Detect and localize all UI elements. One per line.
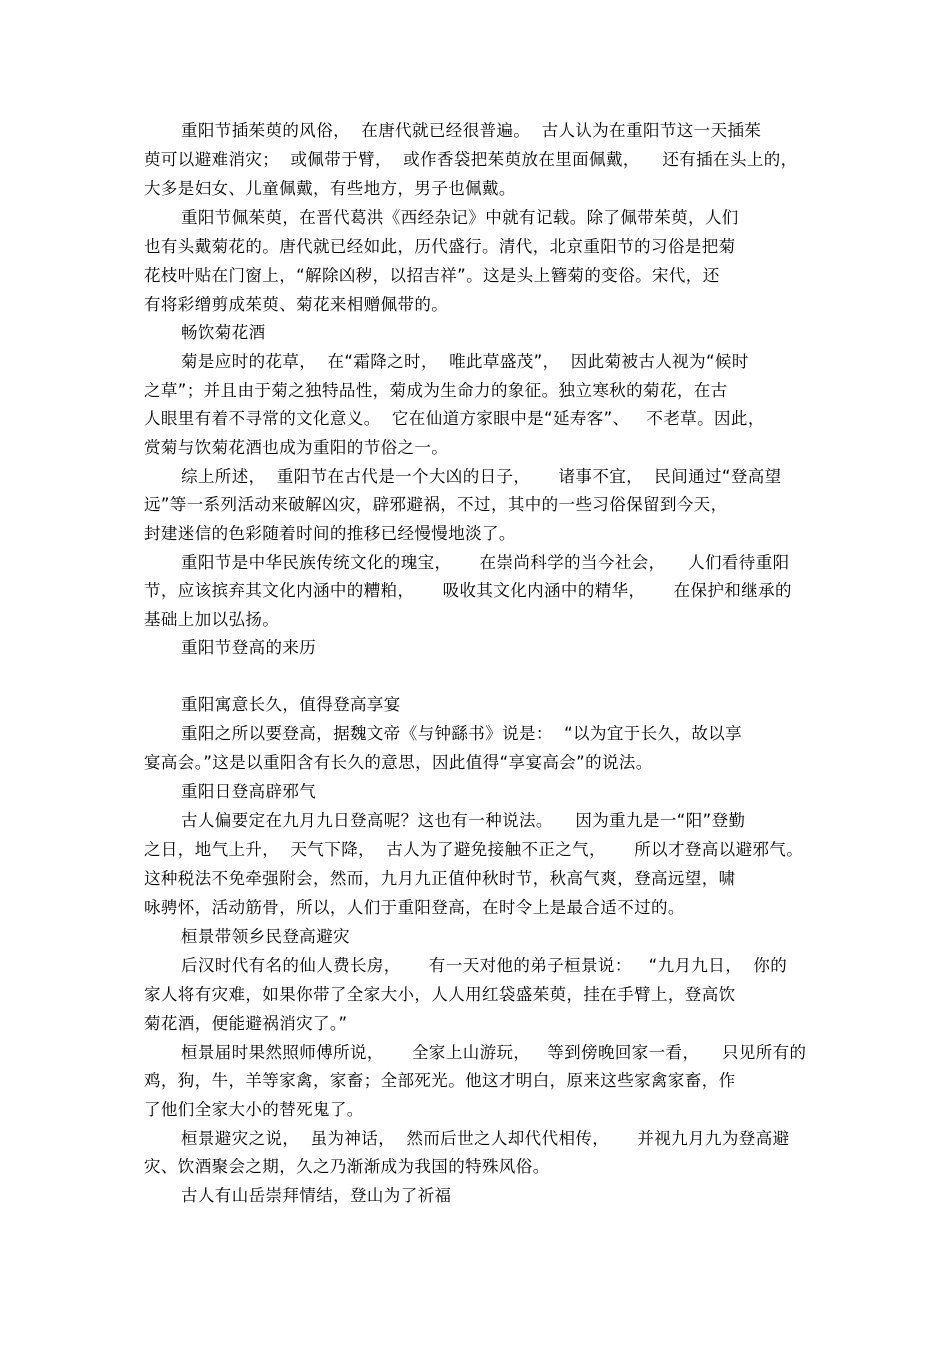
section-heading: 重阳日登高辟邪气 (181, 782, 317, 801)
text-line: 咏骋怀，活动筋骨，所以，人们于重阳登高，在时令上是最合适不过的。 (144, 898, 685, 917)
text-line: 灾、饮酒聚会之期，久之乃渐渐成为我国的特殊风俗。 (144, 1157, 550, 1176)
text-line: 基础上加以弘扬。 (144, 610, 280, 629)
text-line: 综上所述， 重阳节在古代是一个大凶的日子， 诸事不宜， 民间通过“登高望 (181, 467, 782, 486)
text-line: 菊花酒，便能避祸消灾了。” (144, 1014, 348, 1033)
text-line: 古人偏要定在九月九日登高呢？这也有一种说法。 因为重九是一“阳”登勤 (181, 811, 746, 830)
text-line: 萸可以避难消灾； 或佩带于臂， 或作香袋把茱萸放在里面佩戴， 还有插在头上的， (144, 150, 798, 169)
section-heading: 重阳节登高的来历 (181, 638, 317, 657)
text-line: 也有头戴菊花的。唐代就已经如此，历代盛行。清代，北京重阳节的习俗是把菊 (144, 237, 736, 256)
text-line: 家人将有灾难，如果你带了全家大小，人人用红袋盛茱萸，挂在手臂上，登高饮 (144, 985, 736, 1004)
text-line: 菊是应时的花草， 在“霜降之时， 唯此草盛茂”， 因此菊被古人视为“候时 (181, 352, 749, 371)
text-line: 桓景避灾之说， 虽为神话， 然而后世之人却代代相传， 并视九月九为登高避 (181, 1129, 790, 1148)
text-line: 赏菊与饮菊花酒也成为重阳的节俗之一。 (144, 438, 449, 457)
text-line: 人眼里有着不寻常的文化意义。 它在仙道方家眼中是“延寿客”、 不老草。因此， (144, 409, 765, 428)
text-line: 宴高会。”这是以重阳含有长久的意思，因此值得“享宴高会”的说法。 (144, 753, 653, 772)
section-heading: 桓景带领乡民登高避灾 (181, 927, 350, 946)
text-line: 封建迷信的色彩随着时间的推移已经慢慢地淡了。 (144, 524, 516, 543)
text-line: 远”等一系列活动来破解凶灾，辟邪避祸，不过，其中的一些习俗保留到今天， (144, 495, 728, 514)
text-line: 桓景届时果然照师傅所说， 全家上山游玩， 等到傍晚回家一看， 只见所有的 (181, 1043, 807, 1062)
text-line: 重阳节是中华民族传统文化的瑰宝， 在崇尚科学的当今社会， 人们看待重阳 (181, 553, 790, 572)
text-line: 之草”；并且由于菊之独特品性，菊成为生命力的象征。独立寒秋的菊花，在古 (144, 381, 728, 400)
text-line: 花枝叶贴在门窗上，“解除凶秽，以招吉祥”。这是头上簪菊的变俗。宋代，还 (144, 266, 720, 285)
text-line: 后汉时代有名的仙人费长房， 有一天对他的弟子桓景说： “九月九日， 你的 (181, 956, 788, 975)
text-line: 鸡，狗，牛，羊等家禽，家畜；全部死光。他这才明白，原来这些家禽家畜，作 (144, 1071, 736, 1090)
text-line: 重阳之所以要登高，据魏文帝《与钟繇书》说是： “以为宜于长久，故以享 (181, 724, 743, 743)
text-line: 节，应该摈弃其文化内涵中的糟粕， 吸收其文化内涵中的精华， 在保护和继承的 (144, 581, 792, 600)
text-line: 重阳节插茱萸的风俗， 在唐代就已经很普遍。 古人认为在重阳节这一天插茱 (181, 121, 762, 140)
text-line: 这种税法不免牵强附会，然而，九月九正值仲秋时节，秋高气爽，登高远望，啸 (144, 869, 736, 888)
text-line: 有将彩缯剪成茱萸、菊花来相赠佩带的。 (144, 295, 449, 314)
section-heading: 畅饮菊花酒 (181, 323, 266, 342)
text-line: 之日，地气上升， 天气下降， 古人为了避免接触不正之气， 所以才登高以避邪气。 (144, 840, 804, 859)
text-line: 了他们全家大小的替死鬼了。 (144, 1100, 364, 1119)
text-line: 古人有山岳崇拜情结，登山为了祈福 (181, 1186, 452, 1205)
text-line: 大多是妇女、儿童佩戴，有些地方，男子也佩戴。 (144, 179, 516, 198)
text-line: 重阳节佩茱萸，在晋代葛洪《西经杂记》中就有记载。除了佩带茱萸，人们 (181, 208, 739, 227)
section-heading: 重阳寓意长久，值得登高享宴 (181, 695, 401, 714)
